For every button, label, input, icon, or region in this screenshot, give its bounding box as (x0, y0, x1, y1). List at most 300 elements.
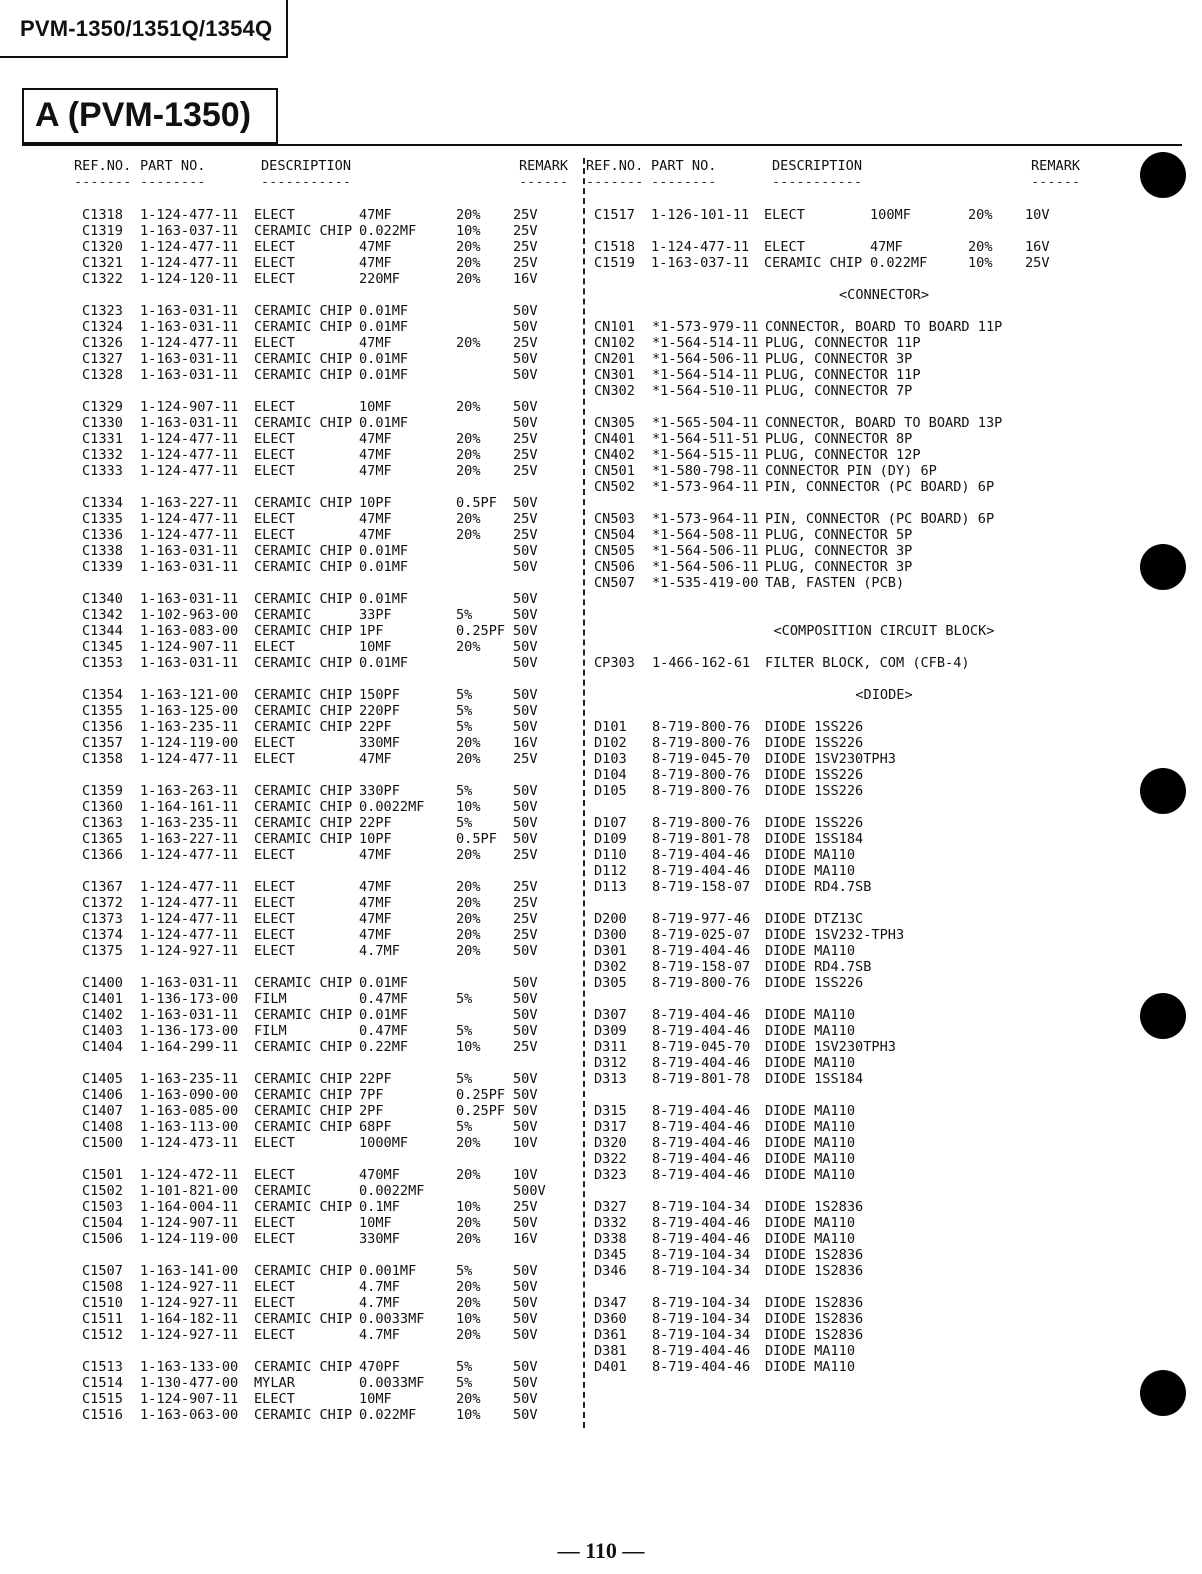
part-row (82, 399, 582, 415)
part-no: 1-124-477-11 (140, 895, 239, 911)
part-no: 1-124-927-11 (140, 1279, 239, 1295)
rating: 50V (513, 415, 538, 431)
part-no: 1-124-473-11 (140, 1135, 239, 1151)
rating: 25V (513, 511, 538, 527)
tolerance: 5% (456, 1071, 473, 1087)
value: 7PF (359, 1087, 384, 1103)
rating: 50V (513, 623, 538, 639)
description: CERAMIC CHIP (254, 1199, 353, 1215)
value: 330MF (359, 735, 400, 751)
description: CERAMIC CHIP (254, 783, 353, 799)
value: 10PF (359, 831, 392, 847)
part-row (594, 527, 1174, 543)
tolerance: 5% (456, 815, 473, 831)
description: DIODE 1SS226 (765, 767, 864, 783)
right-header-ref (586, 158, 643, 190)
value: 0.22MF (359, 1039, 409, 1055)
part-row (82, 975, 582, 991)
ref-no: C1405 (82, 1071, 123, 1087)
group-gap (594, 591, 1174, 623)
value: 1000MF (359, 1135, 409, 1151)
part-no: 1-163-031-11 (140, 655, 239, 671)
rating: 25V (513, 1039, 538, 1055)
value: 220PF (359, 703, 400, 719)
header-ref-label: REF.NO. (586, 158, 644, 174)
part-no: 1-163-031-11 (140, 303, 239, 319)
part-row (82, 991, 582, 1007)
rating: 50V (513, 815, 538, 831)
part-row (594, 863, 1174, 879)
part-no: 1-124-907-11 (140, 1215, 239, 1231)
part-no: 8-719-104-34 (652, 1247, 751, 1263)
ref-no: D322 (594, 1151, 627, 1167)
tolerance: 20% (456, 895, 481, 911)
part-no: 8-719-800-76 (652, 735, 751, 751)
description: CERAMIC CHIP (254, 1119, 353, 1135)
description: CERAMIC CHIP (254, 703, 353, 719)
part-row (594, 719, 1174, 735)
ref-no: C1512 (82, 1327, 123, 1343)
ref-no: C1356 (82, 719, 123, 735)
part-no: 1-124-477-11 (140, 511, 239, 527)
tolerance: 5% (456, 703, 473, 719)
value: 0.0022MF (359, 1183, 425, 1199)
part-row (594, 911, 1174, 927)
ref-no: D307 (594, 1007, 627, 1023)
description: DIODE MA110 (765, 1023, 856, 1039)
value: 4.7MF (359, 1295, 400, 1311)
part-row (82, 1183, 582, 1199)
part-no: 8-719-801-78 (652, 1071, 751, 1087)
ref-no: D110 (594, 847, 627, 863)
part-row (82, 623, 582, 639)
value: 0.022MF (359, 223, 417, 239)
value: 0.01MF (359, 559, 409, 575)
part-no: 1-163-121-00 (140, 687, 239, 703)
tolerance: 10% (968, 255, 993, 271)
part-row (82, 1407, 582, 1423)
ref-no: D109 (594, 831, 627, 847)
part-row (82, 271, 582, 287)
tolerance: 20% (456, 255, 481, 271)
tolerance: 10% (456, 1407, 481, 1423)
diode-section-title: <DIODE> (855, 687, 913, 703)
part-no: 8-719-404-46 (652, 1359, 751, 1375)
ref-no: C1345 (82, 639, 123, 655)
description: ELECT (254, 895, 295, 911)
ref-no: C1360 (82, 799, 123, 815)
ref-no: C1514 (82, 1375, 123, 1391)
description: PLUG, CONNECTOR 3P (765, 559, 913, 575)
description: ELECT (254, 1327, 295, 1343)
part-row (594, 1247, 1174, 1263)
value: 22PF (359, 1071, 392, 1087)
part-row (82, 447, 582, 463)
group-gap (82, 767, 582, 783)
ref-no: CN301 (594, 367, 635, 383)
group-gap (594, 303, 1174, 319)
part-no: 1-124-477-11 (140, 239, 239, 255)
ref-no: C1326 (82, 335, 123, 351)
ref-no: C1516 (82, 1407, 123, 1423)
part-row (594, 1167, 1174, 1183)
header-remark-underline: ------ (519, 174, 569, 190)
tolerance: 20% (456, 911, 481, 927)
value: 4.7MF (359, 1279, 400, 1295)
part-row (82, 1167, 582, 1183)
left-parts-list (82, 207, 582, 1423)
value: 47MF (359, 911, 392, 927)
part-row (594, 431, 1174, 447)
part-no: 1-163-031-11 (140, 591, 239, 607)
part-no: 8-719-025-07 (652, 927, 751, 943)
description: DIODE 1S2836 (765, 1295, 864, 1311)
part-row (594, 335, 1174, 351)
part-row (594, 1231, 1174, 1247)
section-title: A (PVM-1350) (35, 96, 252, 134)
part-row (594, 207, 1174, 223)
rating: 50V (513, 831, 538, 847)
rating: 50V (513, 1103, 538, 1119)
description: PLUG, CONNECTOR 11P (765, 335, 921, 351)
part-no: *1-573-964-11 (652, 479, 759, 495)
ref-no: C1338 (82, 543, 123, 559)
part-no: 1-163-227-11 (140, 831, 239, 847)
part-row (594, 1055, 1174, 1071)
description: CERAMIC CHIP (254, 591, 353, 607)
rating: 50V (513, 1311, 538, 1327)
part-row (82, 735, 582, 751)
part-row (82, 1263, 582, 1279)
part-row (594, 1263, 1174, 1279)
part-row (594, 575, 1174, 591)
connector-section-title: <CONNECTOR> (838, 287, 930, 303)
part-row (82, 879, 582, 895)
part-row (82, 1087, 582, 1103)
rating: 50V (513, 783, 538, 799)
value: 220MF (359, 271, 400, 287)
part-no: *1-580-798-11 (652, 463, 759, 479)
group-gap (82, 479, 582, 495)
part-row (82, 351, 582, 367)
rating: 25V (513, 447, 538, 463)
binder-hole-1 (1140, 152, 1186, 198)
header-ref-underline: ------- (74, 174, 132, 190)
value: 47MF (359, 431, 392, 447)
description: ELECT (254, 639, 295, 655)
tolerance: 20% (456, 271, 481, 287)
part-row (594, 943, 1174, 959)
tolerance: 10% (456, 1311, 481, 1327)
description: CERAMIC CHIP (254, 815, 353, 831)
tolerance: 20% (456, 1279, 481, 1295)
rating: 25V (513, 1199, 538, 1215)
part-row (82, 751, 582, 767)
tolerance: 5% (456, 1375, 473, 1391)
part-row (594, 383, 1174, 399)
part-no: 1-124-477-11 (140, 335, 239, 351)
ref-no: C1321 (82, 255, 123, 271)
description: ELECT (254, 1167, 295, 1183)
rating: 10V (513, 1167, 538, 1183)
value: 0.001MF (359, 1263, 417, 1279)
header-ref-label: REF.NO. (74, 158, 132, 174)
tolerance: 0.25PF (456, 1087, 506, 1103)
ref-no: C1511 (82, 1311, 123, 1327)
part-no: 8-719-404-46 (652, 1119, 751, 1135)
group-gap (594, 271, 1174, 287)
ref-no: C1354 (82, 687, 123, 703)
part-row (82, 1119, 582, 1135)
value: 47MF (359, 335, 392, 351)
ref-no: D360 (594, 1311, 627, 1327)
group-gap (594, 1183, 1174, 1199)
ref-no: C1327 (82, 351, 123, 367)
description: DIODE 1SS226 (765, 735, 864, 751)
description: DIODE DTZ13C (765, 911, 864, 927)
ref-no: C1329 (82, 399, 123, 415)
rating: 50V (513, 1071, 538, 1087)
description: MYLAR (254, 1375, 295, 1391)
part-no: 8-719-404-46 (652, 1231, 751, 1247)
part-row (594, 1071, 1174, 1087)
value: 10MF (359, 1215, 392, 1231)
part-no: 8-719-404-46 (652, 1055, 751, 1071)
description: ELECT (254, 239, 295, 255)
part-row (594, 1327, 1174, 1343)
tolerance: 5% (456, 1359, 473, 1375)
part-row (82, 591, 582, 607)
description: ELECT (254, 207, 295, 223)
ref-no: D112 (594, 863, 627, 879)
part-no: 1-124-477-11 (651, 239, 750, 255)
tolerance: 20% (456, 527, 481, 543)
ref-no: D401 (594, 1359, 627, 1375)
ref-no: C1503 (82, 1199, 123, 1215)
ref-no: C1373 (82, 911, 123, 927)
value: 47MF (359, 511, 392, 527)
part-no: 1-163-031-11 (140, 367, 239, 383)
description: ELECT (254, 943, 295, 959)
part-no: *1-564-511-51 (652, 431, 759, 447)
description: DIODE MA110 (765, 1167, 856, 1183)
rating: 50V (513, 991, 538, 1007)
ref-no: C1318 (82, 207, 123, 223)
description: ELECT (254, 1295, 295, 1311)
ref-no: CN401 (594, 431, 635, 447)
part-no: 8-719-801-78 (652, 831, 751, 847)
description: CERAMIC CHIP (764, 255, 863, 271)
rating: 50V (513, 719, 538, 735)
ref-no: CN402 (594, 447, 635, 463)
group-gap (594, 703, 1174, 719)
tolerance: 20% (456, 943, 481, 959)
description: CERAMIC CHIP (254, 303, 353, 319)
tolerance: 5% (456, 1263, 473, 1279)
description: FILM (254, 1023, 287, 1039)
group-gap (82, 1247, 582, 1263)
tolerance: 5% (456, 783, 473, 799)
description: CERAMIC CHIP (254, 831, 353, 847)
ref-no: D345 (594, 1247, 627, 1263)
value: 470PF (359, 1359, 400, 1375)
description: CERAMIC CHIP (254, 543, 353, 559)
ref-no: C1508 (82, 1279, 123, 1295)
description: ELECT (764, 239, 805, 255)
part-no: 8-719-404-46 (652, 1135, 751, 1151)
group-gap (594, 991, 1174, 1007)
part-no: *1-564-506-11 (652, 351, 759, 367)
part-no: *1-564-510-11 (652, 383, 759, 399)
group-gap (594, 223, 1174, 239)
value: 0.01MF (359, 543, 409, 559)
rating: 50V (513, 943, 538, 959)
ref-no: D107 (594, 815, 627, 831)
ref-no: C1400 (82, 975, 123, 991)
description: FILTER BLOCK, COM (CFB-4) (765, 655, 970, 671)
part-no: 1-124-477-11 (140, 751, 239, 767)
ref-no: D305 (594, 975, 627, 991)
part-no: 8-719-800-76 (652, 783, 751, 799)
tolerance: 0.5PF (456, 495, 497, 511)
part-no: 1-124-907-11 (140, 639, 239, 655)
description: ELECT (254, 1215, 295, 1231)
value: 0.01MF (359, 1007, 409, 1023)
description: DIODE 1SV230TPH3 (765, 751, 896, 767)
header-remark-label: REMARK (519, 158, 569, 174)
part-no: 1-163-090-00 (140, 1087, 239, 1103)
part-no: *1-564-514-11 (652, 335, 759, 351)
tolerance: 20% (456, 335, 481, 351)
part-no: 1-102-963-00 (140, 607, 239, 623)
value: 47MF (359, 527, 392, 543)
part-row (594, 255, 1174, 271)
part-row (594, 1039, 1174, 1055)
part-no: 8-719-045-70 (652, 1039, 751, 1055)
tolerance: 5% (456, 607, 473, 623)
part-no: *1-573-964-11 (652, 511, 759, 527)
description: ELECT (254, 927, 295, 943)
part-no: 1-164-182-11 (140, 1311, 239, 1327)
description: ELECT (254, 511, 295, 527)
value: 47MF (359, 447, 392, 463)
part-row (82, 1295, 582, 1311)
group-gap (82, 1055, 582, 1071)
part-no: 1-163-235-11 (140, 815, 239, 831)
ref-no: C1353 (82, 655, 123, 671)
tolerance: 20% (456, 735, 481, 751)
part-no: 1-136-173-00 (140, 1023, 239, 1039)
rating: 16V (513, 1231, 538, 1247)
description: PLUG, CONNECTOR 3P (765, 351, 913, 367)
value: 4.7MF (359, 1327, 400, 1343)
right-parts-list (594, 207, 1174, 1375)
part-row (594, 655, 1174, 671)
ref-no: CN506 (594, 559, 635, 575)
right-header-desc (772, 158, 862, 190)
description: CERAMIC CHIP (254, 319, 353, 335)
value: 0.47MF (359, 991, 409, 1007)
part-no: 1-124-477-11 (140, 431, 239, 447)
tolerance: 20% (456, 1215, 481, 1231)
part-no: 8-719-404-46 (652, 1007, 751, 1023)
ref-no: C1333 (82, 463, 123, 479)
part-no: 1-163-031-11 (140, 351, 239, 367)
value: 0.0022MF (359, 799, 425, 815)
description: CERAMIC CHIP (254, 367, 353, 383)
part-no: 1-163-235-11 (140, 1071, 239, 1087)
rating: 25V (513, 207, 538, 223)
part-row (82, 1327, 582, 1343)
tolerance: 5% (456, 719, 473, 735)
rating: 25V (513, 527, 538, 543)
tolerance: 20% (968, 239, 993, 255)
description: ELECT (254, 735, 295, 751)
part-no: 1-163-133-00 (140, 1359, 239, 1375)
tolerance: 20% (456, 847, 481, 863)
part-row (594, 239, 1174, 255)
rating: 50V (513, 1215, 538, 1231)
tolerance: 20% (456, 431, 481, 447)
ref-no: C1513 (82, 1359, 123, 1375)
part-row (594, 751, 1174, 767)
part-row (82, 431, 582, 447)
description: DIODE 1SS226 (765, 783, 864, 799)
description: ELECT (254, 255, 295, 271)
value: 0.1MF (359, 1199, 400, 1215)
part-no: 1-124-927-11 (140, 943, 239, 959)
description: ELECT (254, 335, 295, 351)
tolerance: 20% (456, 1391, 481, 1407)
part-row (82, 1391, 582, 1407)
part-row (82, 1279, 582, 1295)
part-no: 1-124-119-00 (140, 1231, 239, 1247)
ref-no: C1365 (82, 831, 123, 847)
description: CONNECTOR, BOARD TO BOARD 13P (765, 415, 1003, 431)
tolerance: 20% (456, 751, 481, 767)
tolerance: 10% (456, 1039, 481, 1055)
ref-no: D317 (594, 1119, 627, 1135)
part-no: 1-124-119-00 (140, 735, 239, 751)
description: DIODE MA110 (765, 1007, 856, 1023)
description: ELECT (254, 271, 295, 287)
part-row (594, 927, 1174, 943)
ref-no: D323 (594, 1167, 627, 1183)
group-gap (594, 495, 1174, 511)
part-no: *1-573-979-11 (652, 319, 759, 335)
rating: 25V (513, 463, 538, 479)
description: DIODE RD4.7SB (765, 959, 872, 975)
value: 0.47MF (359, 1023, 409, 1039)
part-no: 8-719-800-76 (652, 719, 751, 735)
description: PLUG, CONNECTOR 3P (765, 543, 913, 559)
part-no: 1-124-477-11 (140, 207, 239, 223)
rating: 50V (513, 591, 538, 607)
description: CERAMIC CHIP (254, 1007, 353, 1023)
part-no: 1-124-927-11 (140, 1327, 239, 1343)
value: 47MF (359, 463, 392, 479)
model-header-box (0, 0, 288, 58)
value: 22PF (359, 815, 392, 831)
ref-no: D312 (594, 1055, 627, 1071)
value: 2PF (359, 1103, 384, 1119)
header-desc-label: DESCRIPTION (772, 158, 863, 174)
part-no: 1-163-063-00 (140, 1407, 239, 1423)
ref-no: C1335 (82, 511, 123, 527)
description: CONNECTOR PIN (DY) 6P (765, 463, 937, 479)
part-row (594, 463, 1174, 479)
part-no: 1-163-031-11 (140, 559, 239, 575)
